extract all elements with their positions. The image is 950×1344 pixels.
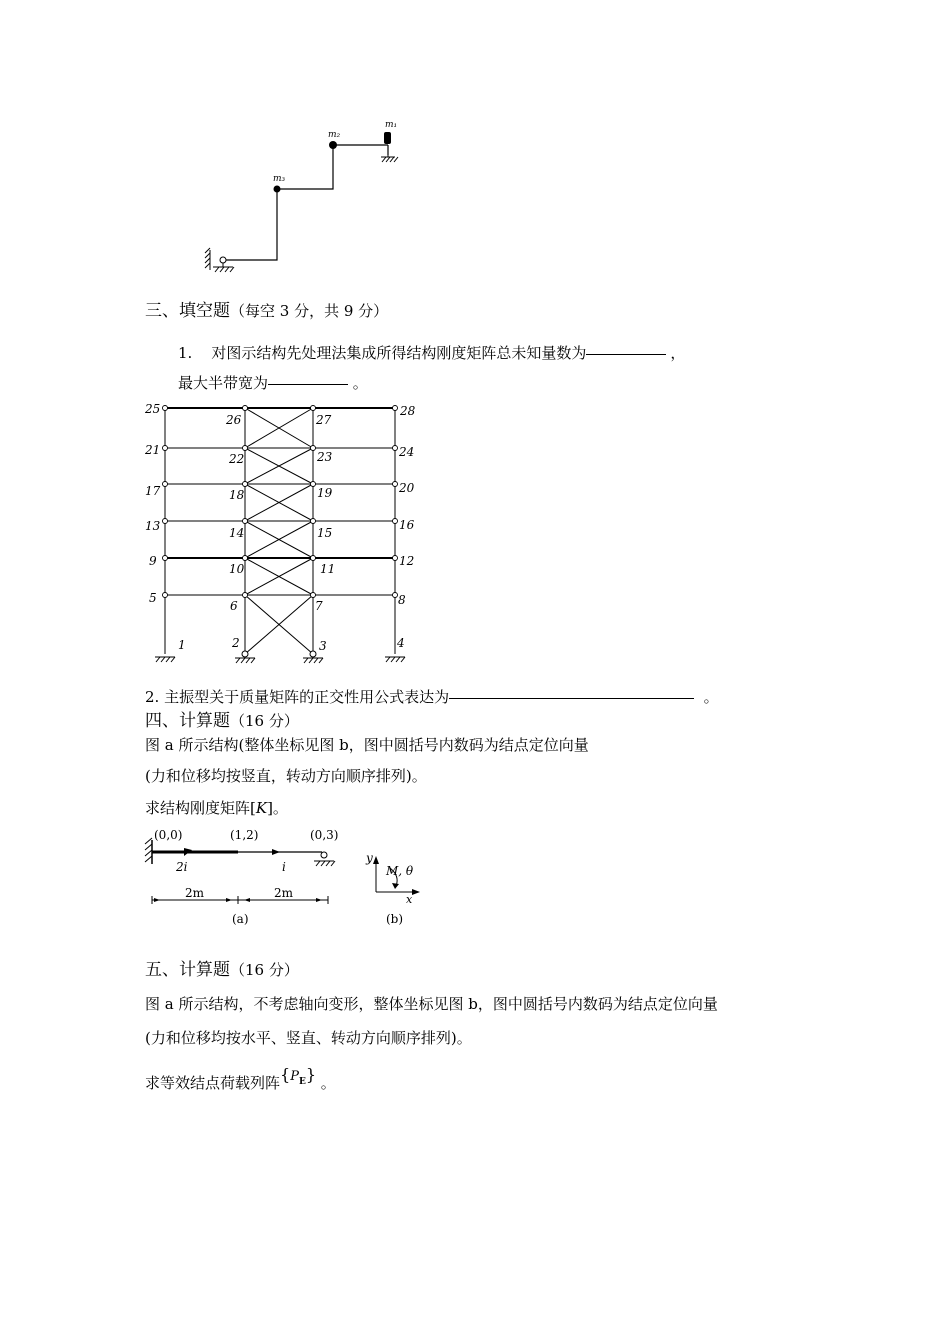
node-label: 20 [399,481,415,495]
axis-x-label: x [406,893,413,906]
node-label: 1 [178,638,186,652]
frame-members [223,145,388,260]
section5-line1: 图 a 所示结构，不考虑轴向变形，整体坐标见图 b，图中圆括号内数码为结点定位向量 [145,995,718,1013]
mass-label-m1: m₁ [385,120,398,130]
q2-period: 。 [703,688,719,706]
left-brace: { [280,1065,291,1084]
length-label-1: 2m [185,886,205,900]
support-2-icon [235,651,255,663]
node-label: 6 [230,599,238,613]
support-4-icon [385,657,405,662]
section5-line3-end: 。 [320,1074,336,1092]
vector-label-2: (1,2) [230,828,259,842]
node-label: 2 [232,636,240,650]
mass-label-m3: m₃ [273,174,286,184]
vector-label-3: (0,3) [310,828,339,842]
load-vector-sub: E [298,1077,306,1088]
section5-note: （16 分） [230,961,299,979]
q1-blank-1[interactable] [586,353,666,355]
section4-title: 四、计算题 [145,711,230,731]
mass-label-m2: m₂ [328,130,341,140]
node-label: 22 [229,452,245,466]
axis-moment-label: M, θ [386,864,414,878]
section5-heading [145,955,299,980]
caption-a: (a) [232,912,249,926]
axis-y-label: y [366,851,373,865]
node-label: 3 [319,639,327,653]
q1-line2-text: 最大半带宽为 [178,374,269,392]
node-label: 7 [315,599,323,613]
matrix-k: K [255,799,268,817]
q1-text: 对图示结构先处理法集成所得结构刚度矩阵总未知量数为 [211,344,587,362]
node-label: 5 [149,591,157,605]
node-label: 24 [399,445,415,459]
q1-period: 。 [352,374,368,392]
caption-b: (b) [386,912,404,926]
section5-line3-text: 求等效结点荷载列阵 [145,1074,281,1092]
section4-heading [145,706,299,731]
node-label: 13 [145,519,161,533]
mass-m1 [384,132,391,144]
node-label: 18 [229,488,245,502]
node-label: 15 [317,526,333,540]
stiffness-label-2: i [282,860,286,874]
section4-note: （16 分） [230,712,299,730]
mass-m2 [329,141,337,149]
node-label: 19 [317,486,333,500]
section3-title: 三、填空题 [145,301,230,321]
section4-line3 [145,797,288,818]
section3-heading [145,296,388,321]
node-label: 26 [226,413,242,427]
node-label: 12 [399,554,415,568]
node-label: 11 [320,562,336,576]
node-label: 8 [398,593,406,607]
node-label: 21 [145,443,161,457]
support-1-icon [155,657,175,662]
section5-line2: (力和位移均按水平、竖直、转动方向顺序排列)。 [145,1029,472,1047]
mass-m3 [274,186,281,193]
mass-frame-figure [195,115,415,285]
vector-label-1: (0,0) [154,828,183,842]
section3-note: （每空 3 分，共 9 分） [230,302,389,320]
q1-comma: ， [670,344,686,362]
section4-line3-post: ]。 [267,799,288,817]
q1-line1 [178,342,685,363]
q2-text: 2. 主振型关于质量矩阵的正交性用公式表达为 [145,688,450,706]
section5-title: 五、计算题 [145,960,230,980]
section5-line3 [145,1065,336,1095]
node-label: 10 [229,562,245,576]
section4-line3-pre: 求结构刚度矩阵[ [145,799,256,817]
beam-figure [140,824,430,932]
load-vector-symbol [280,1065,316,1087]
length-label-2: 2m [274,886,294,900]
section4-line2: (力和位移均按竖直，转动方向顺序排列)。 [145,767,427,785]
frame-supports [155,651,405,663]
node-label: 28 [400,404,416,418]
q1-number: 1. [178,344,193,362]
node-label: 23 [317,450,333,464]
q1-line2 [178,372,368,393]
fixed-support-icon [145,838,152,862]
node-label: 17 [145,484,161,498]
load-vector-p: P [290,1069,299,1084]
right-support-icon [381,145,398,162]
q2-line [145,686,719,707]
node-label: 16 [399,518,415,532]
right-brace: } [305,1065,317,1084]
node-label: 14 [229,526,245,540]
braced-frame-figure [140,398,430,666]
node-label: 9 [149,554,157,568]
section4-line1: 图 a 所示结构(整体坐标见图 b，图中圆括号内数码为结点定位向量 [145,736,589,754]
node-label: 25 [145,402,161,416]
node-label: 4 [397,636,405,650]
stiffness-label-1: 2i [176,860,188,874]
roller-support-icon [314,852,335,866]
q2-blank[interactable] [449,697,694,699]
node-label: 27 [316,413,332,427]
q1-blank-2[interactable] [268,383,348,385]
